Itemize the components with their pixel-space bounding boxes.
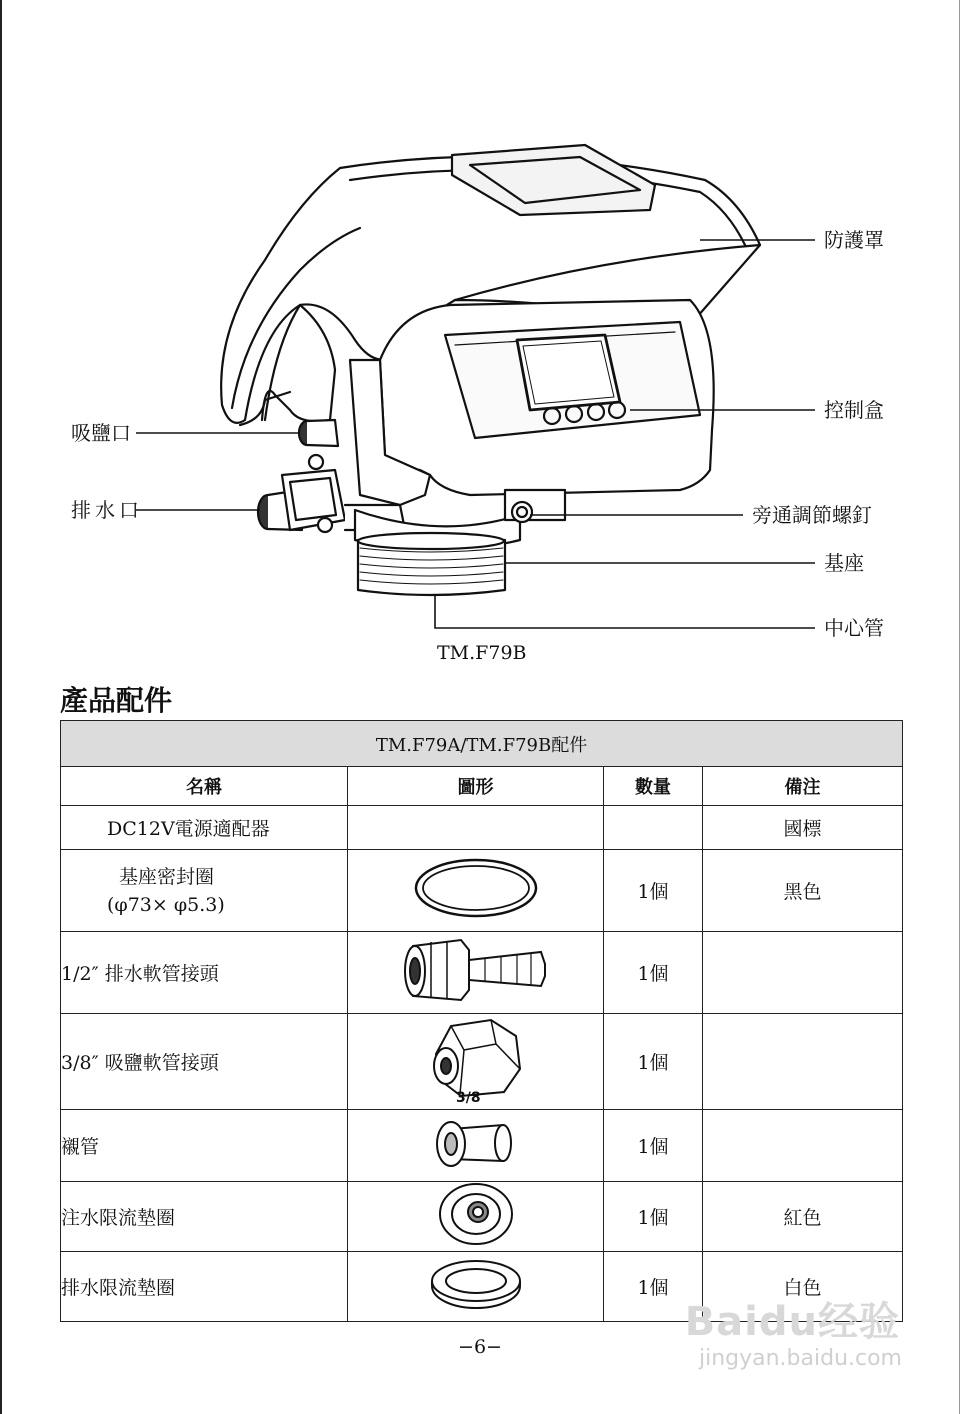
liner-tube-icon — [431, 1115, 521, 1171]
header-figure: 圖形 — [348, 767, 604, 806]
row-note: 黑色 — [703, 850, 903, 932]
row-figure — [348, 850, 604, 932]
label-drain-port: 排水口 — [71, 498, 143, 522]
header-name: 名稱 — [61, 767, 348, 806]
table-row — [61, 1014, 903, 1110]
label-base: 基座 — [824, 551, 864, 575]
baidu-watermark: Baidu经验 — [684, 1299, 900, 1345]
row-figure — [348, 1110, 604, 1182]
row-qty: 1個 — [604, 1014, 703, 1110]
label-center-tube: 中心管 — [824, 616, 884, 640]
row-note: 紅色 — [703, 1182, 903, 1252]
label-brine-port: 吸鹽口 — [71, 421, 131, 445]
row-name: 襯管 — [61, 1110, 348, 1182]
table-row — [61, 1110, 903, 1182]
header-qty: 數量 — [604, 767, 703, 806]
label-cover: 防護罩 — [824, 228, 884, 252]
baidu-watermark-url: jingyan.baidu.com — [698, 1346, 902, 1371]
row-qty: 1個 — [604, 1252, 703, 1322]
row-note — [703, 1014, 903, 1110]
o-ring-icon — [411, 856, 541, 920]
section-title: 產品配件 — [60, 684, 173, 717]
row-figure — [348, 932, 604, 1014]
row-name: 排水限流墊圈 — [61, 1252, 348, 1322]
row-name: 1/2″ 排水軟管接頭 — [61, 932, 348, 1014]
row-name: 注水限流墊圈 — [61, 1182, 348, 1252]
fill-flow-washer-icon — [436, 1182, 516, 1246]
header-note: 備注 — [703, 767, 903, 806]
brine-fitting-size-text: 3/8 — [455, 1090, 481, 1104]
table-row — [61, 932, 903, 1014]
row-figure — [348, 1252, 604, 1322]
row-note — [703, 1110, 903, 1182]
row-note: 國標 — [703, 806, 903, 850]
row-figure — [348, 806, 604, 850]
label-bypass-screw: 旁通調節螺釘 — [752, 503, 872, 527]
row-name: 3/8″ 吸鹽軟管接頭 — [61, 1014, 348, 1110]
row-name — [61, 850, 348, 932]
row-figure — [348, 1014, 604, 1110]
page-number: −6− — [458, 1336, 502, 1358]
table-caption: TM.F79A/TM.F79B配件 — [61, 721, 903, 767]
valve-illustration — [0, 0, 960, 680]
brine-hose-fitting-icon — [416, 1014, 536, 1104]
row-qty: 1個 — [604, 932, 703, 1014]
row-note: 白色 — [703, 1252, 903, 1322]
row-note — [703, 932, 903, 1014]
drain-flow-washer-icon — [428, 1256, 524, 1312]
row-qty: 1個 — [604, 850, 703, 932]
row-qty: 1個 — [604, 1182, 703, 1252]
row-figure — [348, 1182, 604, 1252]
accessories-table — [60, 720, 903, 1322]
table-row — [61, 850, 903, 932]
table-row — [61, 1182, 903, 1252]
label-control-box: 控制盒 — [824, 398, 884, 422]
row-name-line2: (φ73× φ5.3) — [107, 893, 225, 916]
table-row — [61, 806, 903, 850]
row-qty: 1個 — [604, 1110, 703, 1182]
row-qty — [604, 806, 703, 850]
row-name: DC12V電源適配器 — [61, 806, 348, 850]
drain-hose-fitting-icon — [401, 932, 551, 1008]
model-number: TM.F79B — [437, 642, 527, 664]
row-name-line1: 基座密封圈 — [119, 865, 215, 888]
